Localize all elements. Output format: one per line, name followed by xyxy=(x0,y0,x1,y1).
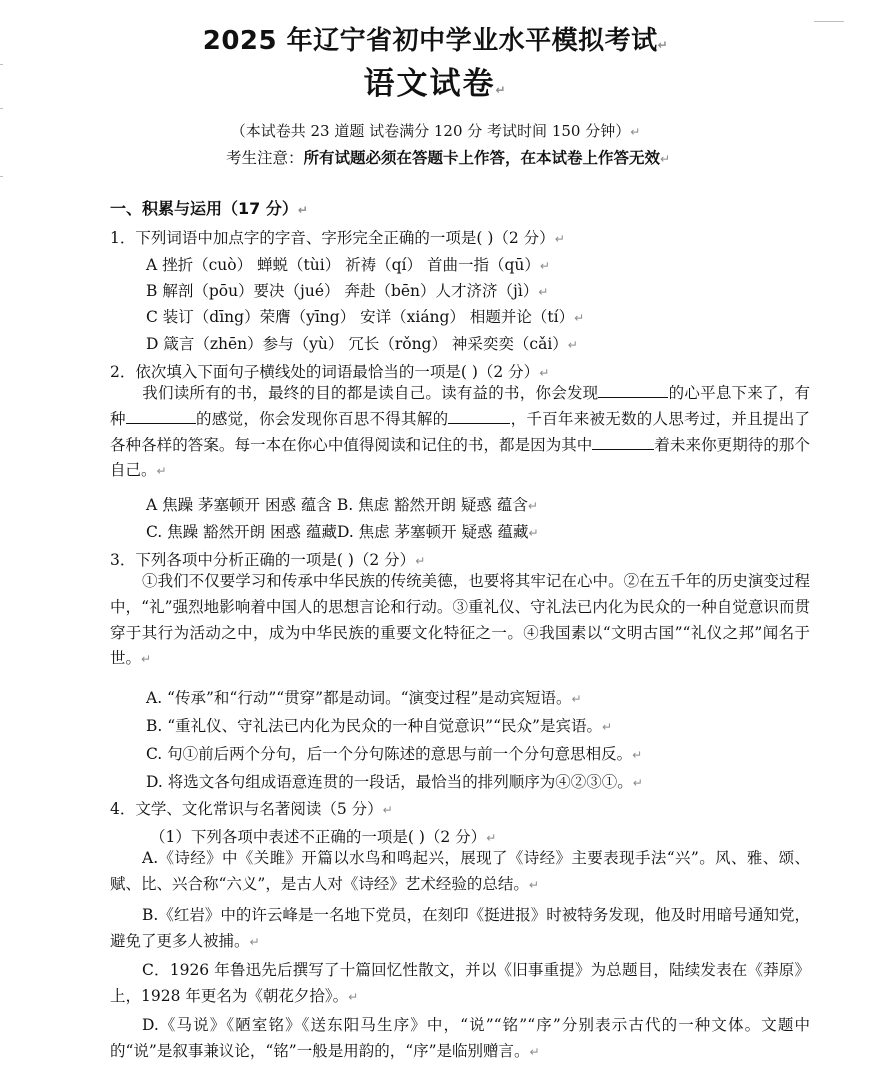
margin-tick xyxy=(0,108,3,109)
question-3-option-a: A. “传承”和“行动”“贯穿”都是动词。“演变过程”是动宾短语。↵ xyxy=(146,689,582,707)
answer-blank xyxy=(448,409,510,424)
answer-blank xyxy=(126,409,196,424)
question-2-stem: 2．依次填入下面句子横线处的词语最恰当的一项是( )（2 分）↵ xyxy=(110,363,550,381)
question-1-option-d: D 箴言（zhēn）参与（yù） 冗长（rǒng） 神采奕奕（cǎi）↵ xyxy=(146,335,578,353)
exam-title: 2025 年辽宁省初中学业水平模拟考试↵ xyxy=(202,26,669,56)
question-3-option-c: C. 句①前后两个分句，后一个分句陈述的意思与前一个分句意思相反。↵ xyxy=(146,745,643,763)
exam-notice: 考生注意：所有试题必须在答题卡上作答，在本试卷上作答无效↵ xyxy=(226,148,671,167)
question-1-stem: 1．下列词语中加点字的字音、字形完全正确的一项是( )（2 分）↵ xyxy=(110,229,565,247)
exam-subtitle: 语文试卷↵ xyxy=(363,66,508,102)
question-2-options-ab: A 焦躁 茅塞顿开 困惑 蕴含 B. 焦虑 豁然开朗 疑惑 蕴含↵ xyxy=(146,496,538,514)
section-title: 一、积累与运用（17 分）↵ xyxy=(110,199,308,218)
question-3-option-b: B. “重礼仪、守礼法已内化为民众的一种自觉意识”“民众”是宾语。↵ xyxy=(146,717,613,735)
question-1-option-b: B 解剖（pōu）要决（jué） 奔赴（bēn）人才济济（jì）↵ xyxy=(146,282,549,300)
question-2-passage: 我们读所有的书，最终的目的都是读自己。读有益的书，你会发现 的心平息下来了，有种 的感觉，你会发现你百思不得其解的 ，千百年来被无数的人思考过，并且提出了各种各样的答案。每一本在你心中值得阅读和记住的书，都是因为其中 着未来你更期待的那个自己。↵ xyxy=(110,384,810,480)
exam-info: （本试卷共 23 道题 试卷满分 120 分 考试时间 150 分钟）↵ xyxy=(230,122,641,140)
question-3-stem: 3．下列各项中分析正确的一项是( )（2 分）↵ xyxy=(110,551,426,569)
margin-tick xyxy=(0,176,3,177)
question-1-option-c: C 装订（dīng）荣膺（yīng） 安详（xiáng） 相题并论（tí）↵ xyxy=(146,308,585,326)
question-4-sub1-stem: （1）下列各项中表述不正确的一项是( )（2 分）↵ xyxy=(150,828,497,846)
question-4-option-d: D.《马说》《陋室铭》《送东阳马生序》中，“说”“铭”“序”分别表示古代的一种文体。文题中的“说”是叙事兼议论，“铭”一般是用韵的，“序”是临别赠言。↵ xyxy=(110,1016,810,1060)
question-3-option-d: D. 将选文各句组成语意连贯的一段话，最恰当的排列顺序为④②③①。↵ xyxy=(146,773,643,791)
question-3-passage: ①我们不仅要学习和传承中华民族的传统美德，也要将其牢记在心中。②在五千年的历史演变过程中，“礼”强烈地影响着中国人的思想言论和行动。③重礼仪、守礼法已内化为民众的一种自觉意识而贯穿于其行为活动之中，成为中华民族的重要文化特征之一。④我国素以“文明古国”“礼仪之邦”闻名于世。↵ xyxy=(110,572,810,668)
question-4-stem: 4．文学、文化常识与名著阅读（5 分）↵ xyxy=(110,800,393,818)
question-4-option-a: A.《诗经》中《关雎》开篇以水鸟和鸣起兴，展现了《诗经》主要表现手法“兴”。风、雅、颂、赋、比、兴合称“六义”，是古人对《诗经》艺术经验的总结。↵ xyxy=(110,849,810,893)
answer-blank xyxy=(592,435,654,450)
question-1-option-a: A 挫折（cuò） 蝉蜕（tùi） 祈祷（qí） 首曲一指（qū）↵ xyxy=(146,256,550,274)
question-4-option-c: C．1926 年鲁迅先后撰写了十篇回忆性散文，并以《旧事重提》为总题目，陆续发表在《莽原》上，1928 年更名为《朝花夕拾》。↵ xyxy=(110,961,810,1005)
question-2-options-cd: C. 焦躁 豁然开朗 困惑 蕴藏D. 焦虑 茅塞顿开 疑惑 蕴藏↵ xyxy=(146,523,539,541)
answer-blank xyxy=(598,383,668,398)
question-4-option-b: B.《红岩》中的许云峰是一名地下党员，在刻印《挺进报》时被特务发现，他及时用暗号通知党，避免了更多人被捕。↵ xyxy=(110,906,810,950)
